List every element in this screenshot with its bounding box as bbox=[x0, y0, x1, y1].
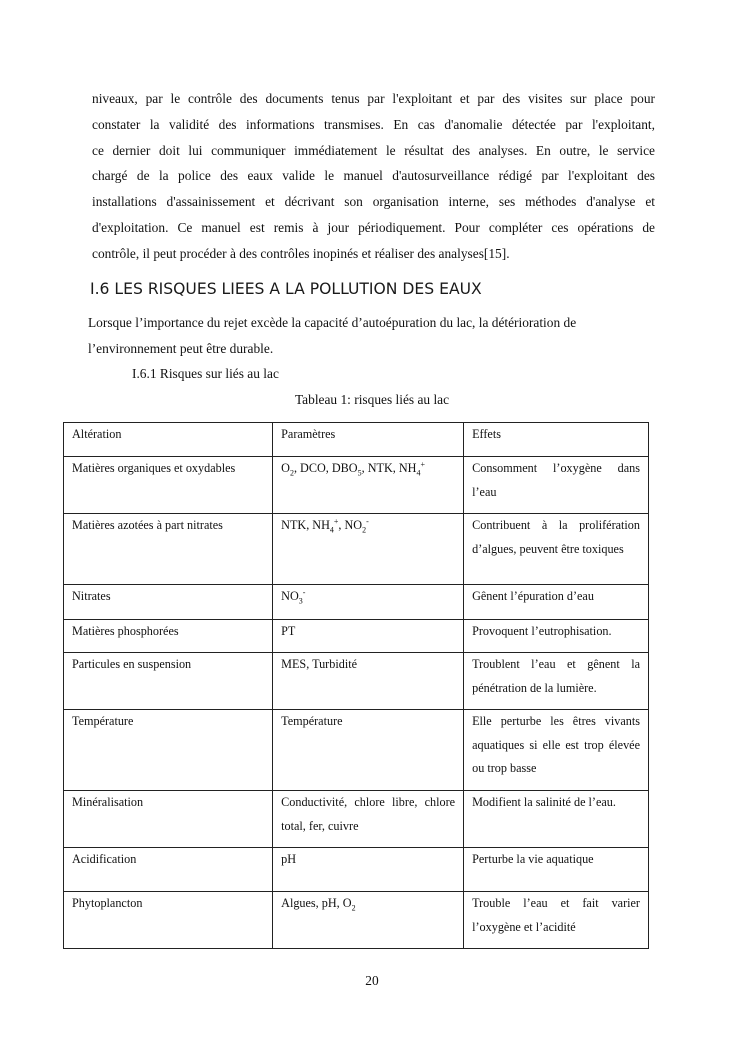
risks-table bbox=[63, 422, 649, 949]
table-row bbox=[64, 620, 649, 653]
cell-alteration: Phytoplancton bbox=[64, 892, 273, 949]
intro-line: Lorsque l’importance du rejet excède la capacité d’autoépuration du lac, la détérioration de bbox=[88, 315, 577, 330]
paragraph-line: ce dernier doit lui communiquer immédiatement le résultat des analyses. En outre, le service bbox=[92, 142, 655, 158]
cell-alteration: Minéralisation bbox=[64, 791, 273, 848]
subsection-heading: I.6.1 Risques sur liés au lac bbox=[132, 366, 279, 381]
cell-alteration: Matières azotées à part nitrates bbox=[64, 514, 273, 585]
paragraph-line: constater la validité des informations transmises. En cas d'anomalie détectée par l'exploitant, bbox=[92, 116, 655, 132]
cell-parametres: Algues, pH, $O_2$ bbox=[273, 892, 464, 949]
cell-parametres: MES, Turbidité bbox=[273, 653, 464, 710]
cell-alteration: Matières organiques et oxydables bbox=[64, 457, 273, 514]
page-number: 20 bbox=[365, 973, 379, 988]
section-intro bbox=[88, 310, 688, 362]
cell-effets: Elle perturbe les êtres vivants aquatiques si elle est trop élevée ou trop basse bbox=[464, 710, 649, 791]
table-row bbox=[64, 791, 649, 848]
table-row bbox=[64, 585, 649, 620]
intro-line: l’environnement peut être durable. bbox=[88, 341, 274, 356]
cell-effets: Consomment l’oxygène dans l’eau bbox=[464, 457, 649, 514]
section-heading: I.6 LES RISQUES LIEES A LA POLLUTION DES EAUX bbox=[90, 280, 482, 298]
cell-effets: Trouble l’eau et fait varier l’oxygène et l’acidité bbox=[464, 892, 649, 949]
cell-effets: Gênent l’épuration d’eau bbox=[464, 585, 649, 620]
table-row bbox=[64, 514, 649, 585]
cell-effets: Provoquent l’eutrophisation. bbox=[464, 620, 649, 653]
table-row bbox=[64, 892, 649, 949]
cell-alteration: Température bbox=[64, 710, 273, 791]
table-row bbox=[64, 848, 649, 892]
cell-effets: Contribuent à la prolifération d’algues, peuvent être toxiques bbox=[464, 514, 649, 585]
header-alteration: Altération bbox=[64, 423, 273, 457]
cell-parametres: PT bbox=[273, 620, 464, 653]
cell-effets: Modifient la salinité de l’eau. bbox=[464, 791, 649, 848]
table-caption: Tableau 1: risques liés au lac bbox=[294, 392, 450, 407]
table-row bbox=[64, 710, 649, 791]
cell-alteration: Particules en suspension bbox=[64, 653, 273, 710]
cell-parametres: NTK, $NH_4^+$, $NO_2^-$ bbox=[273, 514, 464, 585]
paragraph-line: d'exploitation. Ce manuel est remis à jour périodiquement. Pour compléter ces opérations de bbox=[92, 219, 655, 235]
cell-alteration: Nitrates bbox=[64, 585, 273, 620]
cell-effets: Perturbe la vie aquatique bbox=[464, 848, 649, 892]
paragraph-line: installations d'assainissement et décrivant son organisation interne, ses méthodes d'analyse et bbox=[92, 194, 655, 210]
cell-parametres: $NO_3^-$ bbox=[273, 585, 464, 620]
cell-parametres: Conductivité, chlore libre, chlore total, fer, cuivre bbox=[273, 791, 464, 848]
paragraph-line: contrôle, il peut procéder à des contrôles inopinés et réaliser des analyses[15]. bbox=[92, 245, 510, 261]
table-row bbox=[64, 653, 649, 710]
table-row bbox=[64, 457, 649, 514]
paragraph-line: niveaux, par le contrôle des documents tenus par l'exploitant et par des visites sur place pour bbox=[92, 91, 655, 106]
cell-parametres: Température bbox=[273, 710, 464, 791]
header-effets: Effets bbox=[464, 423, 649, 457]
cell-effets: Troublent l’eau et gênent la pénétration de la lumière. bbox=[464, 653, 649, 710]
paragraph-line: chargé de la police des eaux valide le manuel d'autosurveillance rédigé par l'exploitant des bbox=[92, 168, 655, 184]
header-parametres: Paramètres bbox=[273, 423, 464, 457]
body-paragraph bbox=[92, 86, 655, 267]
table-header-row bbox=[64, 423, 649, 457]
cell-alteration: Matières phosphorées bbox=[64, 620, 273, 653]
cell-parametres: $O_2$, DCO, $DBO_5$, NTK, $NH_4^+$ bbox=[273, 457, 464, 514]
cell-alteration: Acidification bbox=[64, 848, 273, 892]
cell-parametres: pH bbox=[273, 848, 464, 892]
